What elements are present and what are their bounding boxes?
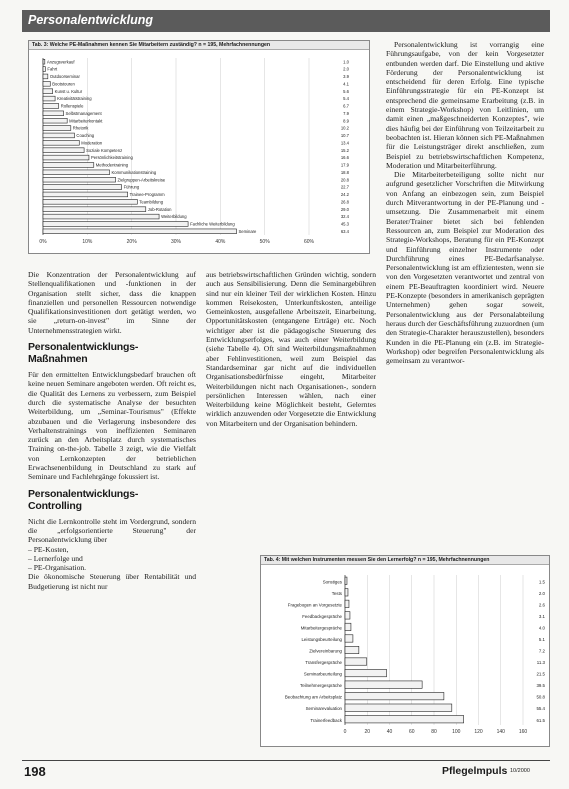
controlling-intro: Nicht die Lernkontrolle steht im Vordergrund, sondern die „erfolgsorientierte Steuerung" der Personalentwicklung über [28,516,196,545]
category-label: Fachliche Weiterbildung [190,221,235,227]
bar [43,133,74,138]
bar [345,577,347,584]
bar [43,118,67,123]
col1-intro-paragraph: Die Konzentration der Personalentwicklung auf Stellenqualifikationen und -funktionen in der Organisation stellt sicher, dass die knappen finanziellen und personellen Ressourcen notwendige Qualifikationsinvestitionen dort getätigt werden, wo sie „return-on-invest" im Sinne der Unternehmensstrategien wirkt. [28,270,196,335]
bar [345,704,452,711]
chart-tab4 [261,565,549,743]
figure-tab4 [260,555,550,747]
bar [43,170,110,175]
value-label: 7.2 [538,648,545,654]
value-label: 3.9 [343,74,349,80]
bar [43,81,50,86]
x-tick-label: 60 [408,729,415,735]
bar [43,155,89,160]
x-tick-label: 50% [259,239,270,245]
category-label: Job-Rotation [147,206,172,212]
category-label: Moderation [81,140,103,146]
category-label: Rhetorik [72,125,89,131]
value-label: 5.4 [343,96,349,102]
x-tick-label: 0 [343,729,347,735]
bar [43,207,146,212]
value-label: 32.4 [340,214,349,220]
col3-paragraph-2: Die Mitarbeiterbeteiligung sollte nicht nur aufgrund gesetzlicher Vorschriften die Mitwirkung von Anfang an einbezogen sein, zum Beispiel durch Mitverantwortung in der PE-Planung und -umsetzung. Die Zusammenarbeit mit einem Berater/Trainer bietet sich bei fehlenden Ressourcen an, zum Beispiel zur Moderation des Strategie-Workshops, Beratung für ein PE-Konzept und Einführung einzelner Instrumente oder Durchführung eines PE-Bedarfsanalyse. Personalentwicklung ist am effizientesten, wenn sie von den Vorgesetzten verantwortet und zentral von einem PE-Beauftragten koordiniert wird. Neuere PE-Konzepte (besonders in amerikanisch geprägten Unternehmen) gehen sogar soweit, Personalentwicklung aus der Personalabteilung heraus durch der Geschäftsführung zuzuordnen (um den Strategie-Charakter herauszustellen), besonders Kunden in die PE-Planung ein (z.B. im Strategie-Workshop) oder begreifen Personalentwicklung als gemeinsam zu verantwor- [386,170,544,366]
bar [345,635,353,642]
x-tick-label: 60% [303,239,315,245]
category-label: Methodentraining [95,162,129,168]
category-label: Anzugsverkauf [46,59,75,65]
value-label: 3.1 [538,613,545,619]
value-label: 21.5 [536,671,545,677]
bar [43,185,122,190]
x-tick-label: 80 [431,729,437,735]
category-label: Seminarbeurteilung [303,671,342,677]
category-label: Outdoorseminar [49,74,80,80]
category-label: Weiterbildung [161,214,187,220]
x-tick-label: 160 [518,729,528,735]
section-title: Personalentwicklung [28,13,154,27]
value-label: 5.1 [538,637,545,642]
value-label: 39.5 [536,683,545,689]
col2-paragraph: aus betriebswirtschaftlichen Gründen wichtig, sondern auch aus Sensibilisierung. Denn die Seminargebühren sind nur ein kleiner Teil der wirklichen Kosten. Hinzu kommen Reisekosten, Unterkunftskosten, anteilige Gemeinkosten, ausgefallene Arbeitszeit, Einarbeitung, Opportunitätskosten (entgangene Erträge) etc. Noch wichtiger aber ist die pädagogische Steuerung des Entwicklungserfolges, was auch einer Weiterbildung (siehe Tabelle 4). Oft sind Weiterbildungsmaßnahmen aber Fehlinvestitionen, weil zum Beispiel das Standardseminar gar nicht auf die individuellen Organisationsbedürfnisse eingeht, Mitarbeiter Weiterbildungen nicht nach Organisationen-, sondern persönlichen Interessen wählen, nach einer Weiterbildung keine Möglichkeit besteht, Gelerntes wirklich anzuwenden oder Vorgesetzte die Entwicklung von Mitarbeitern und der Organisation behindern. [206,270,376,428]
figure-tab3-caption: Tab. 3: Welche PE-Maßnahmen kennen Sie Mitarbeitern zuständig? n = 195, Mehrfachnennungen [29,41,369,50]
category-label: Kommunikationstraining [111,169,157,175]
bar [43,96,55,101]
category-label: Coaching [76,133,95,139]
value-label: 6.7 [343,103,349,109]
bar [345,612,350,619]
value-label: 4.1 [343,81,349,87]
value-label: 1.5 [538,579,545,585]
bar [43,126,71,131]
value-label: 4.0 [538,625,545,631]
bar [345,658,367,665]
bar [43,89,53,94]
x-tick-label: 30% [170,239,182,245]
value-label: 15.2 [340,147,349,153]
value-label: 63.4 [340,228,349,234]
bar [43,140,79,145]
issue-number: 10/2000 [510,768,530,774]
x-tick-label: 10% [82,239,93,245]
category-label: Transfergespräche [305,660,342,666]
x-tick-label: 20 [364,729,371,735]
value-label: 29.0 [340,206,349,212]
category-label: Seminare [238,228,257,234]
category-label: Mitarbeitergespräche [300,625,342,631]
category-label: Zielgruppen-Arbeitskreise [117,177,166,183]
bar [345,716,464,723]
bar [345,600,349,607]
value-label: 17.9 [340,162,349,168]
bar [345,623,351,630]
category-label: Teambildung [139,199,164,205]
column-1 [28,270,196,591]
bar [43,222,188,227]
value-label: 26.8 [340,199,349,205]
bar [43,229,236,234]
category-label: Führung [123,184,140,190]
heading-controlling [28,488,196,512]
category-label: Bootstouren [52,81,75,87]
bar [345,589,348,596]
category-label: Seminarevaluation [305,706,342,712]
x-tick-label: 40 [386,729,393,735]
value-label: 1.0 [343,59,349,65]
category-label: Tests [331,590,342,596]
value-label: 16.6 [340,155,349,161]
bar [43,177,116,182]
category-label: Kreativitätstraining [57,96,92,102]
bar [43,214,159,219]
category-label: Soziale Kompetenz [86,147,123,153]
category-label: Fragebogen an Vorgesetzte [287,602,342,608]
category-label: Selbstmanagement [65,110,102,116]
bar [43,67,45,72]
value-label: 20.8 [340,177,349,183]
category-label: Beobachtung am Arbeitsplatz [284,694,342,700]
figure-tab4-caption: Tab. 4: Mit welchen Instrumenten messen Sie den Lernerfolg? n = 195, Mehrfachnennungen [261,556,549,565]
category-label: Kunst u. Kultur [54,88,83,94]
controlling-outro: Die ökonomische Steuerung über Rentabilität und Budgetierung ist nicht nur [28,572,196,591]
bar [43,104,59,109]
category-label: Leistungsbeurteilung [301,637,342,642]
column-2 [206,270,376,428]
value-label: 55.4 [536,706,545,712]
category-label: Fahrt [47,66,58,72]
value-label: 10.2 [340,125,349,131]
col3-paragraph-1: Personalentwicklung ist vorrangig eine Führungsaufgabe, von der kein Vorgesetzter entbunden werden darf. Die Einstellung und aktive Förderung der Personalentwicklung ist entscheidend für deren Erfolg. Eine typische Einführungsstrategie für ein PE-Konzept ist entsprechend die gemeinsame Erarbeitung (z.B. in einem Strategie-Workshop) von Leitlinien, um damit einen „maßgeschneiderten Konzeptes", wie dies häufig bei der Einführung von Teilzeitarbeit zu beobachten ist. Hieran können sich PE-Maßnahmen für die Leistungsträger direkt anschließen, zum Beispiel zu betriebswirtschaftlichen Kompetenz, Moderation und Mitarbeiterführung. [386,40,544,170]
bar [345,692,444,699]
category-label: Trainee-Programm [129,192,165,198]
value-label: 13.4 [340,140,349,146]
heading-massnahmen-line1: Personalentwicklungs- [28,341,139,354]
bar [43,199,137,204]
value-label: 24.2 [340,192,349,198]
heading-controlling-line2: Controlling [28,499,82,512]
bar [43,59,45,64]
bar [345,669,387,676]
value-label: 61.5 [536,717,545,723]
value-label: 22.7 [340,184,349,190]
category-label: Teilnehmergespräche [300,683,342,689]
value-label: 11.3 [536,660,545,666]
heading-controlling-line1: Personalentwicklungs- [28,487,139,500]
value-label: 10.7 [340,133,349,139]
value-label: 50.8 [536,694,545,700]
x-tick-label: 120 [474,729,483,735]
value-label: 45.3 [340,221,349,227]
bar [43,74,48,79]
category-label: Persönlichkeitstraining [90,155,133,161]
controlling-list-item: – Lernerfolge und [28,553,83,563]
x-tick-label: 0% [39,239,47,245]
heading-massnahmen-line2: Maßnahmen [28,353,88,366]
value-label: 7.9 [343,110,349,116]
column-3 [386,40,544,365]
bar [43,192,128,197]
x-tick-label: 100 [452,729,461,735]
bar [345,681,422,688]
bar [345,646,359,653]
value-label: 5.6 [343,88,349,94]
category-label: Mitarbeiterkontakt [69,118,103,124]
category-label: Trainerfeedback [310,717,342,723]
heading-massnahmen [28,341,196,365]
category-label: Rollenspiele [60,103,84,109]
category-label: Sonstiges [322,579,342,585]
bar [43,111,64,116]
value-label: 18.8 [340,169,349,175]
category-label: Zielvereinbarung [309,648,342,654]
publication-name: Pflegelmpuls [442,765,508,777]
figure-tab3 [28,40,370,254]
value-label: 2.0 [343,66,349,72]
value-label: 2.6 [538,602,545,608]
bar [43,148,84,153]
category-label: Feedbackgespräche [302,613,342,619]
chart-tab3 [29,50,369,250]
x-tick-label: 40% [215,239,226,245]
x-tick-label: 140 [496,729,505,735]
page-number: 198 [24,764,46,779]
footer-rule [22,760,550,761]
x-tick-label: 20% [126,239,137,245]
value-label: 8.9 [343,118,349,124]
controlling-list-item: – PE-Kosten, [28,544,69,554]
value-label: 2.0 [538,590,545,596]
controlling-list-item: – PE-Organisation. [28,563,87,573]
massnahmen-paragraph: Für den ermittelten Entwicklungsbedarf brauchen oft keine neuen Seminare angeboten werden. Oft reicht es, die Qualität des Lernens zu verbessern, zum Beispiel durch die systematische Analyse der besuchten Weiterbildung, um „Seminar-Tourismus" (Effekte abzubauen und die Verlagerung insbesondere des Verhaltenstrainings von ineffizienten Seminaren zurück an den Arbeitsplatz durch systematisches Training on-the-job. Tabelle 3 zeigt, wie die Vielfalt von Lernkonzepten der betrieblichen Erwachsenenbildung in Deutschland zu stark auf Seminare und Fachlehrgänge fokussiert ist. [28,370,196,482]
bar [43,163,94,168]
